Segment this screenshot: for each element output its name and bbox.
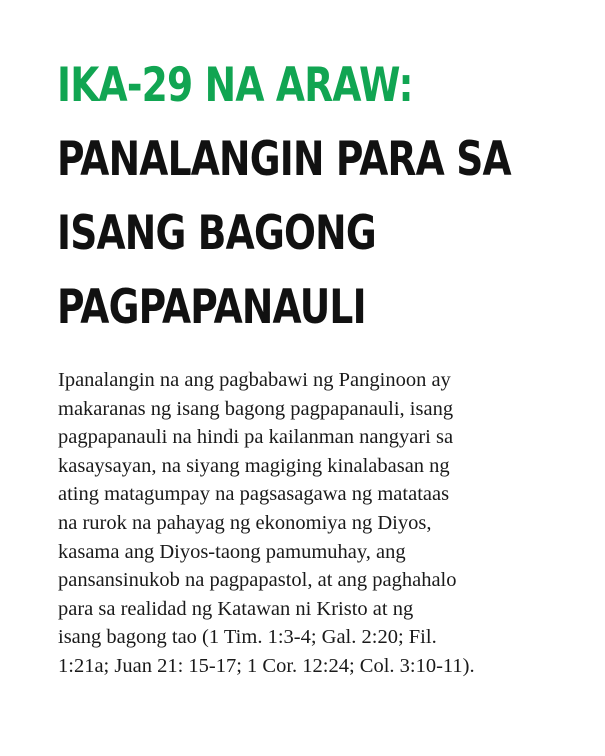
title-line-2: ISANG BAGONG [57,206,376,261]
paragraph-line: kasama ang Diyos-taong pamumuhay, ang [58,540,406,563]
paragraph-line: para sa realidad ng Katawan ni Kristo at ng [58,597,414,620]
title-line-1: PANALANGIN PARA SA [57,132,511,187]
day-label: IKA-29 NA ARAW: [57,58,413,113]
paragraph-line: na rurok na pahayag ng ekonomiya ng Diyos, [58,511,432,534]
paragraph-line: ating matagumpay na pagsasagawa ng matataas [58,483,450,506]
paragraph-line: isang bagong tao (1 Tim. 1:3-4; Gal. 2:20; Fil. [58,626,437,649]
prayer-paragraph [58,366,558,681]
page-heading [57,49,511,345]
paragraph-line: 1:21a; Juan 21: 15-17; 1 Cor. 12:24; Col. 3:10-11). [58,654,475,677]
paragraph-line: Ipanalangin na ang pagbabawi ng Panginoon ay [58,369,451,391]
paragraph-line: kasaysayan, na siyang magiging kinalabasan ng [58,454,450,477]
paragraph-line: pagpapanauli na hindi pa kailanman nangyari sa [58,426,454,449]
paragraph-line: makaranas ng isang bagong pagpapanauli, isang [58,397,454,420]
paragraph-line: pansansinukob na pagpapastol, at ang paghahalo [58,569,457,592]
title-line-3: PAGPAPANAULI [57,280,366,335]
